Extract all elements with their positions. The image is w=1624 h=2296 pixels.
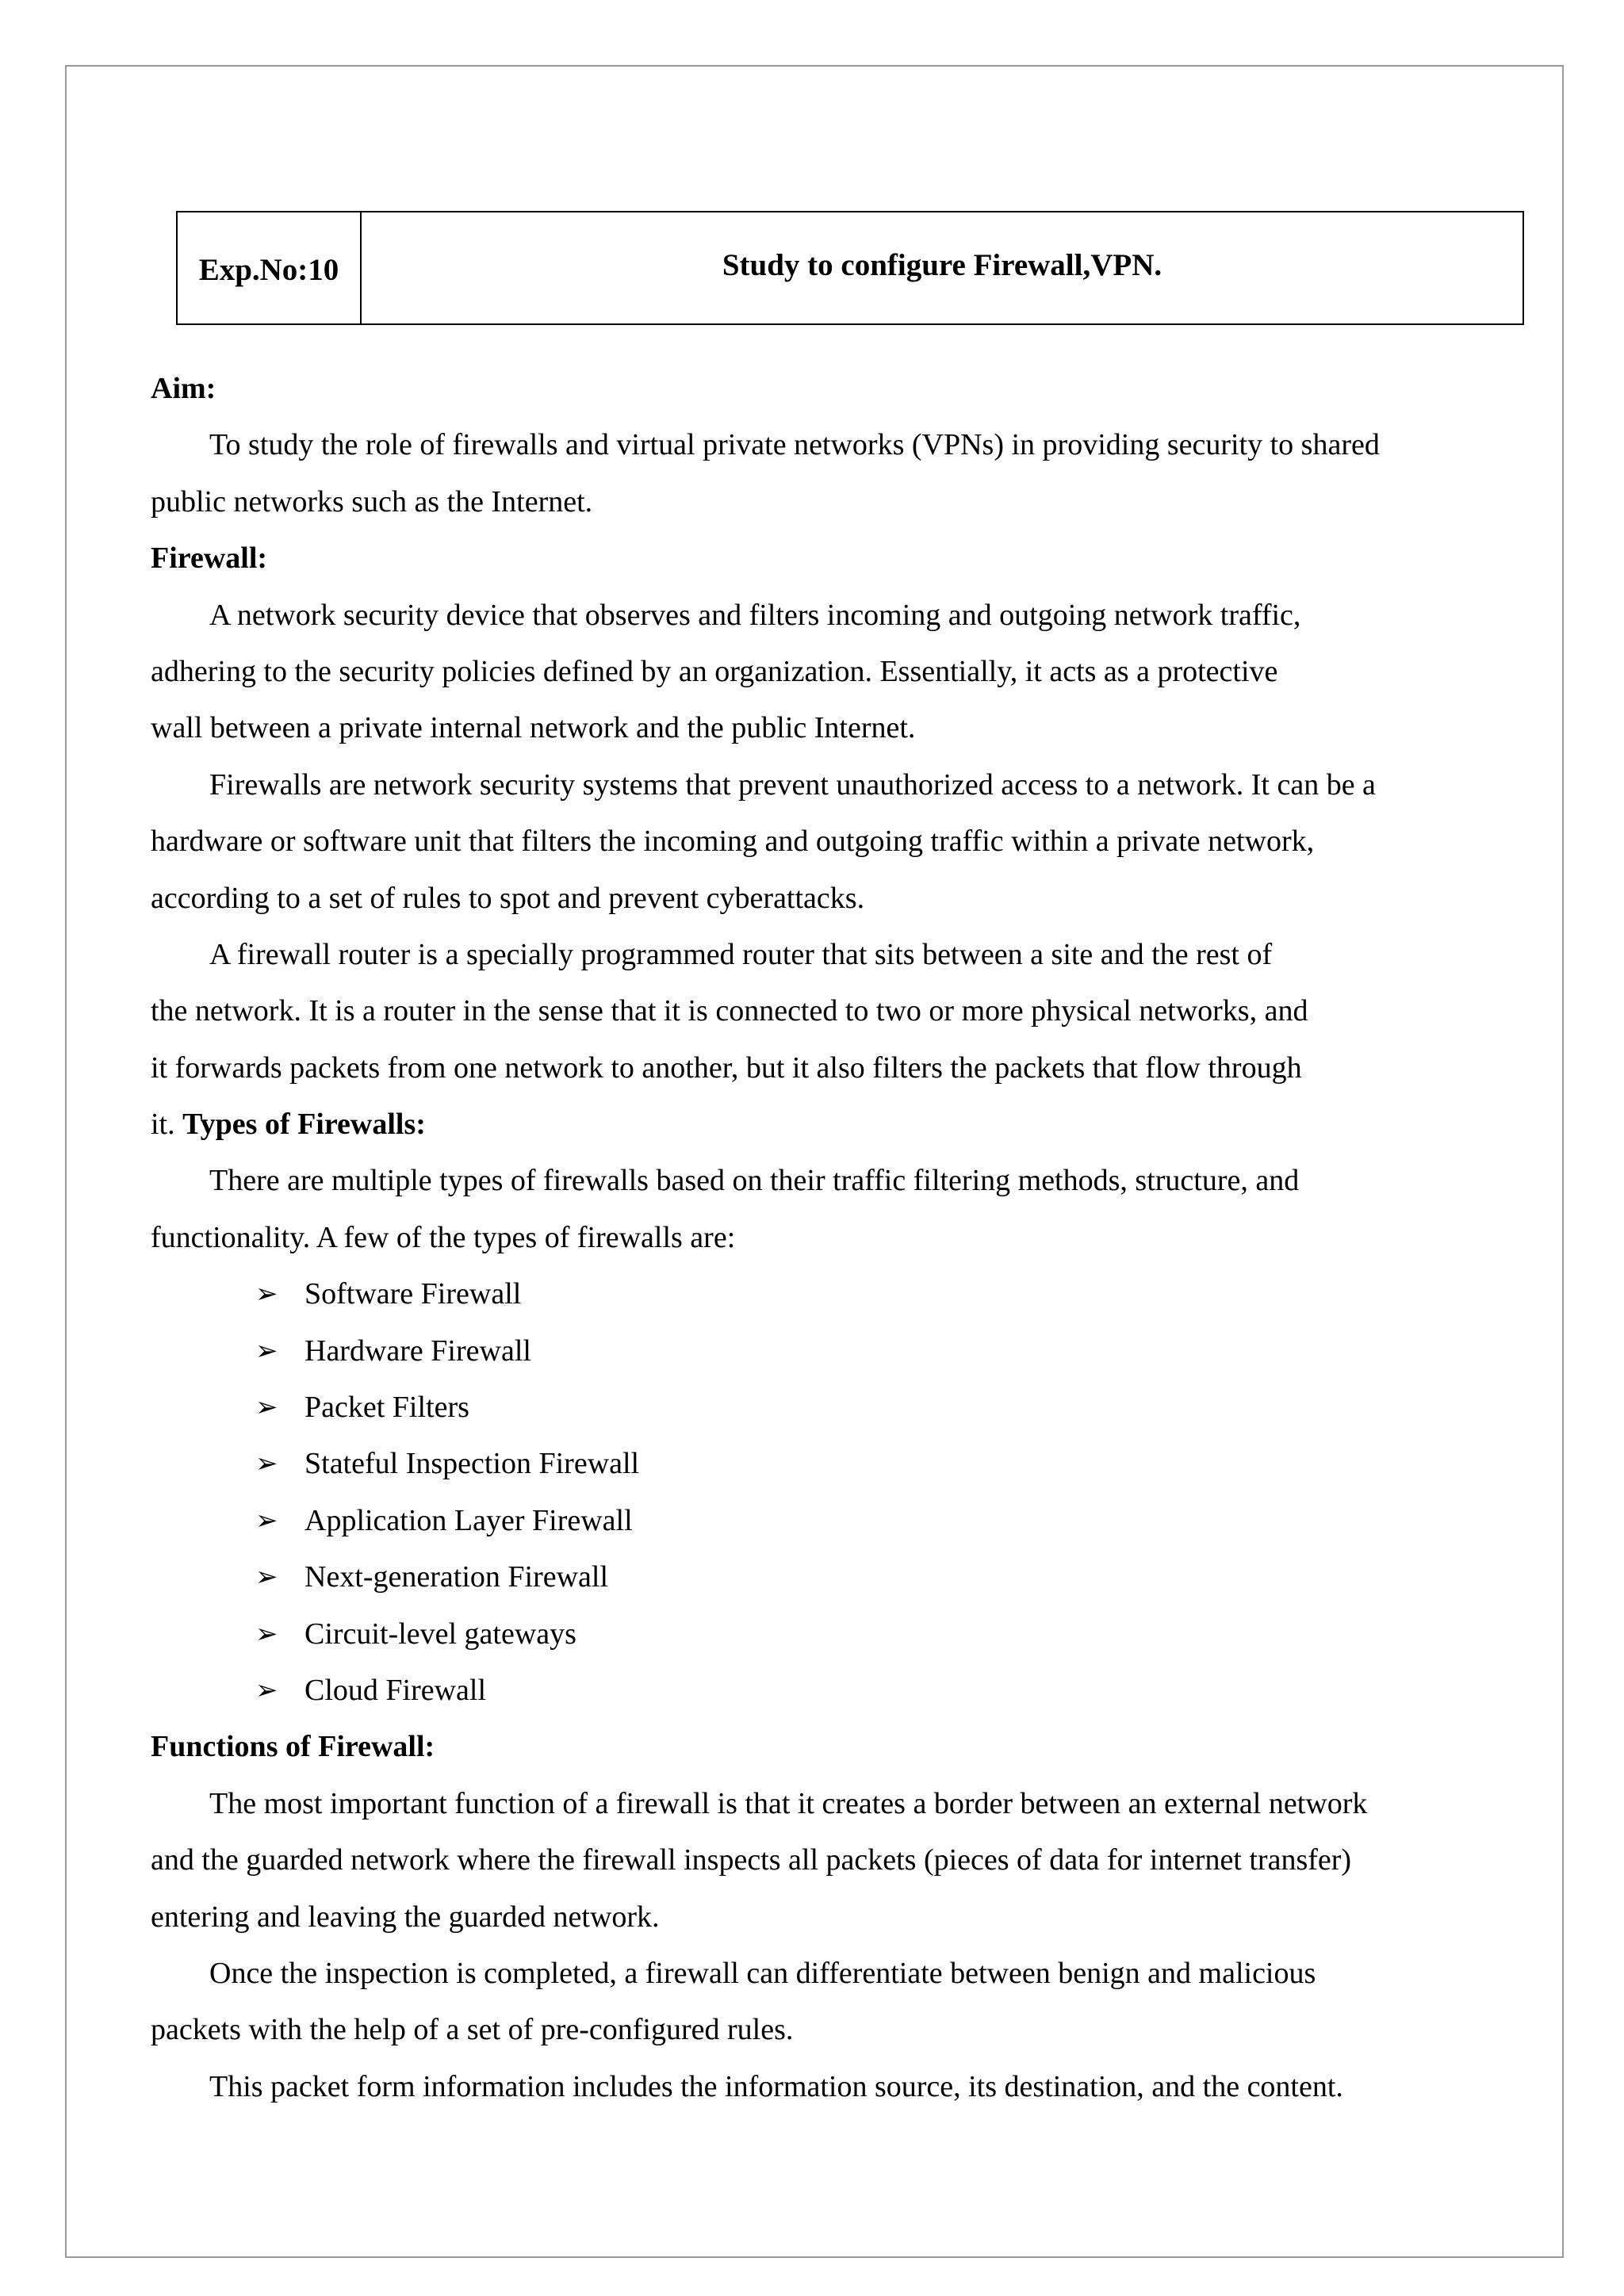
firewall-paragraph-line: A firewall router is a specially programmed router that sits between a site and the rest of (209, 937, 1273, 971)
arrow-bullet-icon: ➢ (255, 1506, 278, 1536)
list-item (151, 1606, 1515, 1663)
arrow-bullet-icon: ➢ (255, 1675, 278, 1705)
firewall-paragraph-line: according to a set of rules to spot and prevent cyberattacks. (151, 881, 865, 915)
list-item (151, 1266, 1515, 1322)
list-item (151, 1493, 1515, 1549)
list-item-label: Cloud Firewall (304, 1673, 487, 1707)
firewall-paragraph-line: the network. It is a router in the sense that it is connected to two or more physical networks, and (151, 994, 1308, 1028)
firewall-paragraph-line: adhering to the security policies defined by an organization. Essentially, it acts as a protective (151, 654, 1278, 688)
firewall-paragraph-line: wall between a private internal network and the public Internet. (151, 711, 916, 745)
list-item-label: Circuit-level gateways (304, 1617, 576, 1651)
arrow-bullet-icon: ➢ (255, 1449, 278, 1479)
list-item (151, 1380, 1515, 1436)
list-item-label: Stateful Inspection Firewall (304, 1447, 640, 1481)
firewall-heading: Firewall: (151, 541, 268, 576)
functions-paragraph-line: This packet form information includes the information source, its destination, and the content. (209, 2069, 1343, 2103)
types-intro-line: There are multiple types of firewalls based on their traffic filtering methods, structure, and (209, 1164, 1300, 1198)
aim-line: public networks such as the Internet. (151, 484, 593, 519)
firewall-paragraph-line (151, 1096, 1515, 1153)
list-item-label: Packet Filters (304, 1391, 469, 1425)
firewall-paragraph-line: hardware or software unit that filters the incoming and outgoing traffic within a private network, (151, 825, 1315, 859)
types-heading: Types of Firewalls: (182, 1108, 426, 1142)
arrow-bullet-icon: ➢ (255, 1563, 278, 1593)
list-item-label: Software Firewall (304, 1277, 522, 1311)
firewall-paragraph-line: it forwards packets from one network to another, but it also filters the packets that flow through (151, 1050, 1302, 1085)
experiment-title: Study to configure Firewall,VPN. (722, 248, 1162, 282)
arrow-bullet-icon: ➢ (255, 1619, 278, 1649)
list-item (151, 1663, 1515, 1719)
paragraph-end-text: it. (151, 1108, 183, 1142)
functions-paragraph-line: and the guarded network where the firewall inspects all packets (pieces of data for internet transfer) (151, 1843, 1352, 1877)
functions-heading: Functions of Firewall: (151, 1730, 435, 1764)
list-item (151, 1549, 1515, 1605)
aim-heading: Aim: (151, 372, 216, 405)
arrow-bullet-icon: ➢ (255, 1336, 278, 1366)
aim-line: To study the role of firewalls and virtual private networks (VPNs) in providing security to shared (209, 428, 1380, 462)
functions-paragraph-line: The most important function of a firewall is that it creates a border between an external network (209, 1786, 1368, 1820)
functions-paragraph-line: Once the inspection is completed, a firewall can differentiate between benign and malicious (209, 1956, 1316, 1990)
firewall-paragraph-line: Firewalls are network security systems that prevent unauthorized access to a network. It can be a (209, 767, 1376, 802)
experiment-header-table (176, 211, 1524, 325)
list-item-label: Next-generation Firewall (304, 1560, 609, 1594)
document-body (151, 361, 1515, 2115)
firewall-paragraph-line: A network security device that observes and filters incoming and outgoing network traffic, (209, 598, 1301, 632)
arrow-bullet-icon: ➢ (255, 1393, 278, 1423)
list-item-label: Application Layer Firewall (304, 1503, 633, 1537)
list-item (151, 1436, 1515, 1492)
list-item-label: Hardware Firewall (304, 1334, 531, 1368)
experiment-number: Exp.No:10 (178, 212, 362, 323)
list-item (151, 1323, 1515, 1380)
functions-paragraph-line: entering and leaving the guarded network. (151, 1900, 660, 1934)
types-intro-line: functionality. A few of the types of firewalls are: (151, 1220, 736, 1254)
arrow-bullet-icon: ➢ (255, 1280, 278, 1310)
functions-paragraph-line: packets with the help of a set of pre-configured rules. (151, 2013, 794, 2047)
